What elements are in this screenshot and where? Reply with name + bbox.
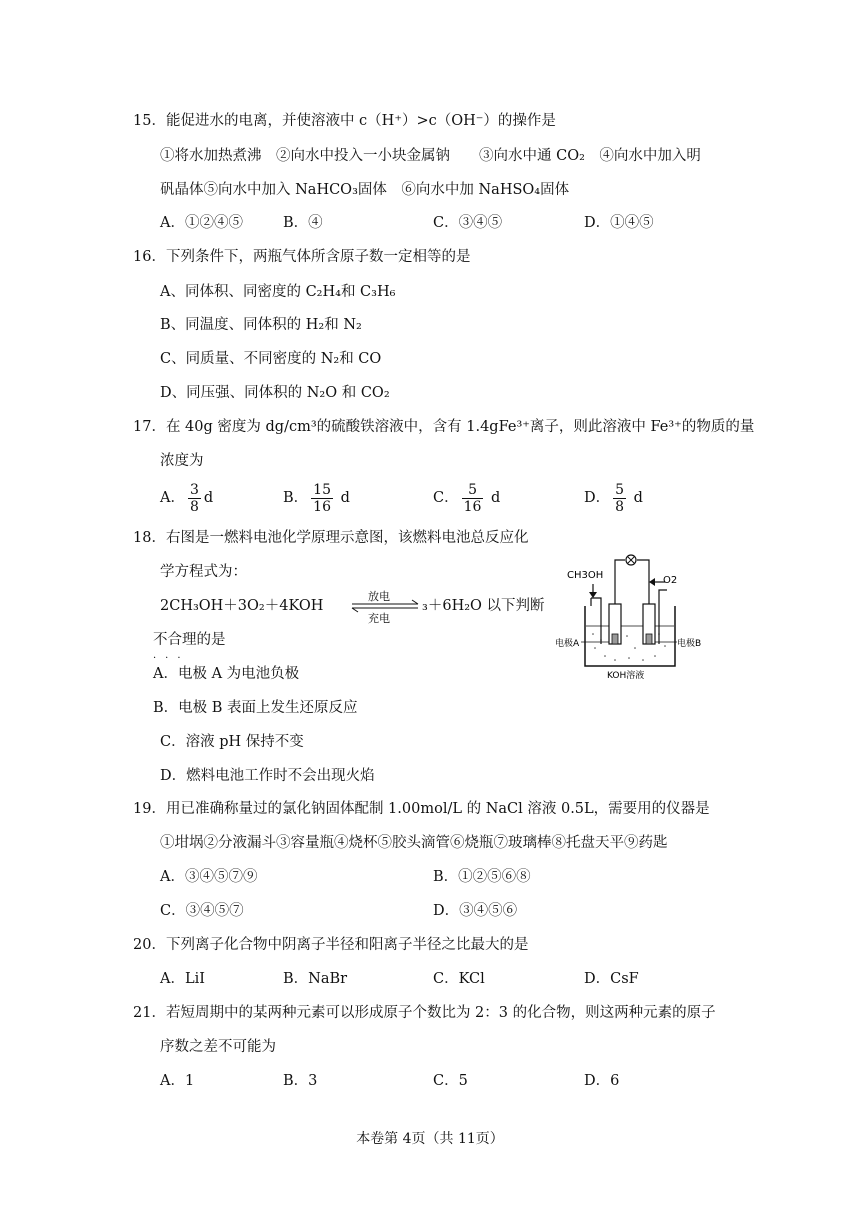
q20-choice-a: A．LiI: [160, 971, 205, 987]
q18-stem-emphasis: 不合理的是 ···: [153, 630, 226, 650]
q18-choice-a: A．电极 A 为电池负极: [153, 666, 300, 682]
q17-stem: 17．在 40g 密度为 dg/cm³的硫酸铁溶液中，含有 1.4gFe³⁺离子，则此溶液中 Fe³⁺的物质的量: [133, 419, 755, 435]
q15-options-line1: ①将水加热煮沸 ②向水中投入一小块金属钠 ③向水中通 CO₂ ④向水中加入明: [160, 148, 701, 164]
q19-options: ①坩埚②分液漏斗③容量瓶④烧杯⑤胶头滴管⑥烧瓶⑦玻璃棒⑧托盘天平⑨药匙: [160, 835, 668, 851]
label-o2: O2: [663, 575, 678, 586]
emphasis-dots: ···: [153, 653, 190, 664]
q16-choice-d: D、同压强、同体积的 N₂O 和 CO₂: [160, 385, 390, 401]
page-footer: 本卷第 4页（共 11页）: [356, 1131, 504, 1147]
q21-choice-b: B．3: [283, 1073, 318, 1089]
q15-stem: 15．能促进水的电离，并使溶液中 c（H⁺）>c（OH⁻）的操作是: [133, 113, 556, 129]
q20-choice-c: C．KCl: [433, 971, 485, 987]
fraction: $\frac{15}{16}$: [313, 481, 331, 515]
label-electrode-a: 电极A: [555, 639, 580, 649]
q17-choice-b: B． $\frac{15}{16}$ d: [283, 481, 350, 515]
label-electrode-b: 电极B: [677, 639, 702, 649]
q19-choice-d: D．③④⑤⑥: [433, 903, 518, 919]
q18-choice-b: B．电极 B 表面上发生还原反应: [153, 700, 358, 716]
fraction: $\frac{3}{8}$: [189, 481, 199, 515]
q21-stem: 21．若短周期中的某两种元素可以形成原子个数比为 2：3 的化合物，则这两种元素的原子: [133, 1005, 716, 1021]
q15-choice-a: A．①②④⑤: [160, 215, 243, 231]
label-koh: KOH溶液: [607, 671, 645, 680]
reversible-arrow: 放电 充电: [350, 596, 422, 616]
q15-options-line2: 矾晶体⑤向水中加入 NaHCO₃固体 ⑥向水中加 NaHSO₄固体: [160, 182, 570, 198]
q17-choice-d: D． $\frac{5}{8}$ d: [584, 481, 643, 515]
q16-choice-c: C、同质量、不同密度的 N₂和 CO: [160, 351, 382, 367]
q16-choice-a: A、同体积、同密度的 C₂H₄和 C₃H₆: [160, 284, 396, 300]
q16-stem: 16．下列条件下，两瓶气体所含原子数一定相等的是: [133, 249, 471, 265]
q21-stem-cont: 序数之差不可能为: [160, 1039, 276, 1055]
q15-choice-c: C．③④⑤: [433, 215, 503, 231]
q18-equation: [160, 590, 545, 625]
q21-choice-a: A．1: [160, 1073, 195, 1089]
q19-choice-b: B．①②⑤⑥⑧: [433, 869, 531, 885]
q18-stem-cont: 学方程式为：: [160, 564, 247, 580]
q16-choice-b: B、同温度、同体积的 H₂和 N₂: [160, 317, 362, 333]
q18-choice-d: D．燃料电池工作时不会出现火焰: [160, 768, 375, 784]
equation-right: ₃＋6H₂O 以下判断: [422, 598, 545, 614]
q19-choice-c: C．③④⑤⑦: [160, 903, 244, 919]
fraction: $\frac{5}{16}$: [463, 481, 482, 515]
q18-choice-c: C．溶液 pH 保持不变: [160, 734, 304, 750]
q20-stem: 20．下列离子化合物中阴离子半径和阳离子半径之比最大的是: [133, 937, 529, 953]
label-ch3oh: CH3OH: [567, 570, 604, 581]
q21-choice-d: D．6: [584, 1073, 620, 1089]
q20-choice-b: B．NaBr: [283, 971, 348, 987]
q20-choice-d: D．CsF: [584, 971, 639, 987]
q18-stem: 18．右图是一燃料电池化学原理示意图，该燃料电池总反应化: [133, 530, 529, 546]
q17-choice-c: C． $\frac{5}{16}$ d: [433, 481, 501, 515]
q17-stem-cont: 浓度为: [160, 453, 204, 469]
equation-left: 2CH₃OH＋3O₂＋4KOH: [160, 598, 324, 614]
q17-choice-a: A． $\frac{3}{8}$ d: [160, 481, 214, 515]
q21-choice-c: C．5: [433, 1073, 468, 1089]
q19-stem: 19．用已准确称量过的氯化钠固体配制 1.00mol/L 的 NaCl 溶液 0.5L，需要用的仪器是: [133, 801, 710, 817]
q15-choice-b: B．④: [283, 215, 323, 231]
fraction: $\frac{5}{8}$: [615, 481, 625, 515]
q15-choice-d: D．①④⑤: [584, 215, 654, 231]
q19-choice-a: A．③④⑤⑦⑨: [160, 869, 258, 885]
fuel-cell-diagram: [555, 548, 705, 680]
